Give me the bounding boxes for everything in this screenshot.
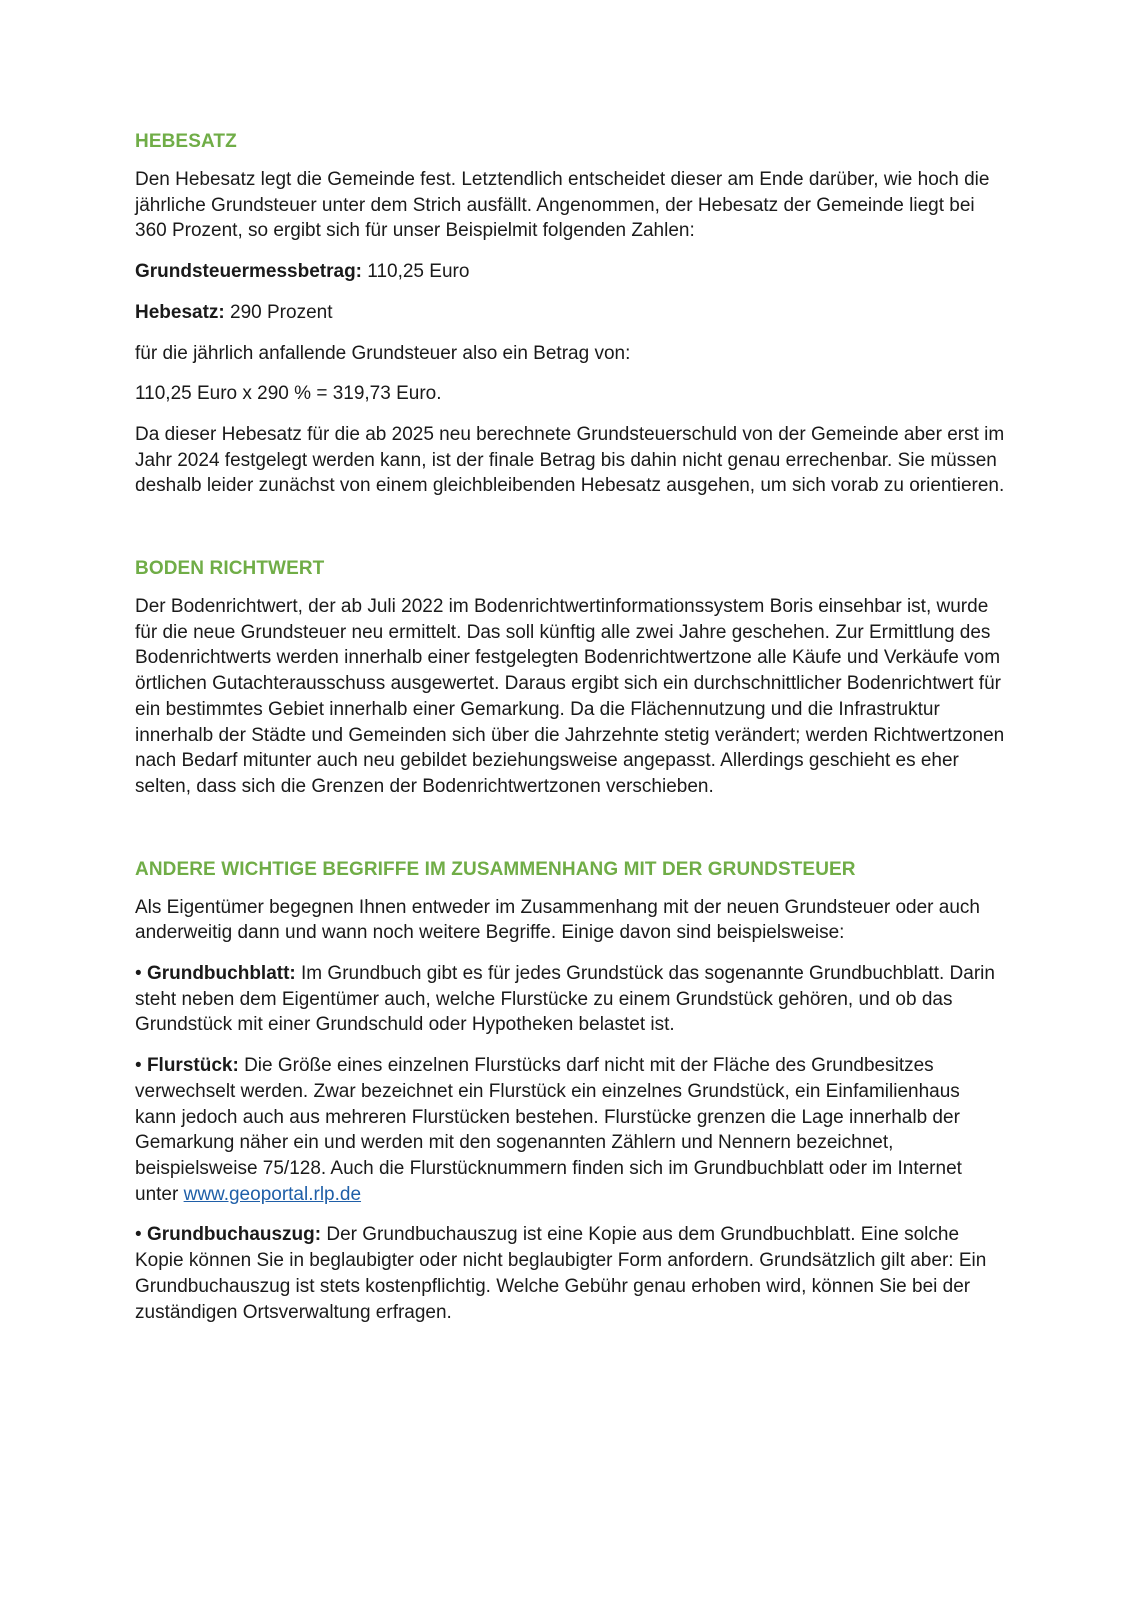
messbetrag-value: 110,25 Euro [362,261,470,283]
hebesatz-value: 290 Prozent [224,301,333,323]
result-intro: für die jährlich anfallende Grundsteuer also ein Betrag von: [135,342,631,364]
bullet: • [135,1055,142,1077]
hebesatz-note: Da dieser Hebesatz für die ab 2025 neu berechnete Grundsteuerschuld von der Gemeinde aber erst im Jahr 2024 festgelegt werden kann, ist der finale Betrag bis dahin nicht genau errechenbar. Sie müssen deshalb leider zunächst von einem gleichbleibenden Hebesatz ausgehen, um sich vorab zu orientieren. [135,423,1005,497]
definition-grundbuchblatt: Im Grundbuch gibt es für jedes Grundstück das sogenannte Grundbuchblatt. Darin steht neben dem Eigentümer auch, welche Flurstücke zu einem Grundstück gehören, und ob das Grundstück mit einer Grundschuld oder Hypotheken belastet ist. [135,963,995,1036]
messbetrag-label: Grundsteuermessbetrag: [135,261,363,283]
bullet: • [135,1224,142,1246]
heading-hebesatz: HEBESATZ [135,131,237,152]
section-spacer [135,815,1005,859]
term-grundbuchauszug: Grundbuchauszug: [146,1224,322,1246]
document-page [135,131,1005,1340]
bullet: • [135,963,142,985]
definition-flurstueck: Die Größe eines einzelnen Flurstücks darf nicht mit der Fläche des Grundbesitzes verwechselt werden. Zwar bezeichnet ein Flurstück ein einzelnes Grundstück, ein Einfamilienhaus kann jedoch auch aus mehreren Flurstücken bestehen. Flurstücke grenzen die Lage innerhalb der Gemarkung näher ein und werden mit den sogenannten Zählern und Nennern bezeichnet, beispielsweise 75/128. Auch die Flurstücknummern finden sich im Grundbuchblatt oder im Internet unter [135,1055,962,1205]
calculation-line: 110,25 Euro x 290 % = 319,73 Euro. [135,383,442,405]
definition-grundbuchauszug: Der Grundbuchauszug ist eine Kopie aus dem Grundbuchblatt. Eine solche Kopie können Sie in beglaubigter oder nicht beglaubigter Form anfordern. Grundsätzlich gilt aber: Ein Grundbuchauszug ist stets kostenpflichtig. Welche Gebühr genau erhoben wird, können Sie bei der zuständigen Ortsverwaltung erfragen. [135,1224,987,1323]
geoportal-link[interactable]: www.geoportal.rlp.de [183,1183,362,1205]
hebesatz-line [135,300,1005,326]
list-item-grundbuchblatt [135,961,1005,1038]
list-item-grundbuchauszug [135,1222,1005,1325]
heading-andere-begriffe: ANDERE WICHTIGE BEGRIFFE IM ZUSAMMENHANG MIT DER GRUNDSTEUER [135,858,856,880]
section-spacer [135,514,1005,558]
hebesatz-intro: Den Hebesatz legt die Gemeinde fest. Letztendlich entscheidet dieser am Ende darüber, wie hoch die jährliche Grundsteuer unter dem Strich ausfällt. Angenommen, der Hebesatz der Gemeinde liegt bei 360 Prozent, so ergibt sich für unser Beispielmit folgenden Zahlen: [135,169,990,242]
hebesatz-label: Hebesatz: [135,301,225,323]
heading-boden-richtwert: BODEN RICHTWERT [135,558,325,580]
term-grundbuchblatt: Grundbuchblatt: [146,963,296,985]
messbetrag-line [135,259,1005,285]
term-flurstueck: Flurstück: [146,1055,239,1077]
boden-richtwert-body: Der Bodenrichtwert, der ab Juli 2022 im Bodenrichtwertinformationssystem Boris einsehbar ist, wurde für die neue Grundsteuer neu ermittelt. Das soll künftig alle zwei Jahre geschehen. Zur Ermittlung des Bodenrichtwerts werden innerhalb einer festgelegten Bodenrichtwertzone alle Käufe und Verkäufe vom örtlichen Gutachterausschuss ausgewertet. Daraus ergibt sich ein durchschnittlicher Bodenrichtwert für ein bestimmtes Gebiet innerhalb einer Gemarkung. Da die Flächennutzung und die Infrastruktur innerhalb der Städte und Gemeinden sich über die Jahrzehnte stetig verändert; werden Richtwertzonen nach Bedarf mitunter auch neu gebildet beziehungsweise angepasst. Allerdings geschieht es eher selten, dass sich die Grenzen der Bodenrichtwertzonen verschieben. [135,596,1005,797]
list-item-flurstueck [135,1053,1005,1207]
begriffe-intro: Als Eigentümer begegnen Ihnen entweder im Zusammenhang mit der neuen Grundsteuer oder auch anderweitig dann und wann noch weitere Begriffe. Einige davon sind beispielsweise: [135,896,980,944]
